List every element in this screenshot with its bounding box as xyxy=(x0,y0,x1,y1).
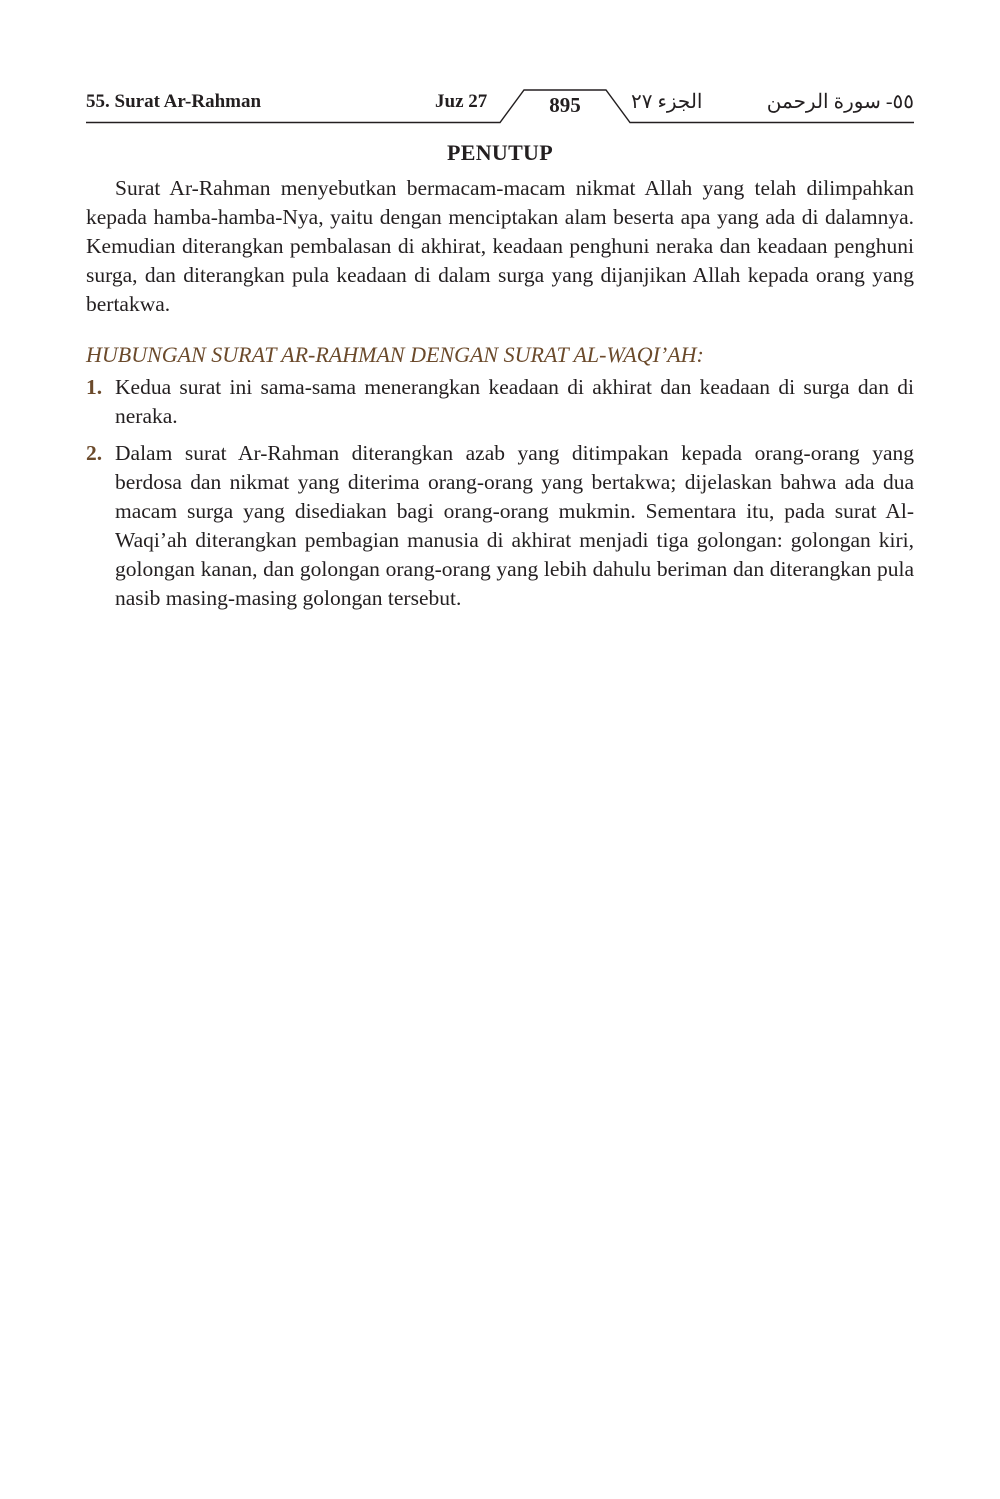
list-item xyxy=(86,373,914,431)
header-juz: Juz 27 xyxy=(435,91,488,112)
closing-paragraph: Surat Ar-Rahman menyebutkan bermacam-macam nikmat Allah yang telah dilimpahkan kepada hamba-hamba-Nya, yaitu dengan menciptakan alam beserta apa yang ada di dalamnya. Kemudian diterangkan pembalasan di akhirat, keadaan penghuni neraka dan keadaan penghuni surga, dan diterangkan pula keadaan di dalam surga yang dijanjikan Allah kepada orang yang bertakwa. xyxy=(86,176,914,316)
list-item-number: 2. xyxy=(86,441,103,465)
relation-list xyxy=(86,373,914,621)
list-item-number: 1. xyxy=(86,375,103,399)
list-item-text: Dalam surat Ar-Rahman diterangkan azab yang ditimpakan kepada orang-orang yang berdosa dan nikmat yang diterima orang-orang yang bertakwa; dijelaskan bahwa ada dua macam surga yang disediakan bagi orang-orang mukmin. Sementara itu, pada surat Al-Waqi’ah diterangkan pembagian manusia di akhirat menjadi tiga golongan: golongan kiri, golongan kanan, dan golongan orang-orang yang lebih dahulu beriman dan diterangkan pula nasib masing-masing golongan tersebut. xyxy=(115,441,914,610)
header-surah-title: 55. Surat Ar-Rahman xyxy=(86,91,262,112)
relation-heading: HUBUNGAN SURAT AR-RAHMAN DENGAN SURAT AL-WAQI’AH: xyxy=(86,342,704,367)
list-item-text: Kedua surat ini sama-sama menerangkan keadaan di akhirat dan keadaan di surga dan di neraka. xyxy=(115,375,914,428)
list-item xyxy=(86,439,914,613)
header-surah-arabic: ٥٥- سورة الرحمن xyxy=(766,91,914,113)
page-header xyxy=(86,80,914,126)
header-juz-arabic: الجزء ٢٧ xyxy=(631,91,703,113)
section-title: PENUTUP xyxy=(447,140,553,165)
page-number: 895 xyxy=(549,93,581,117)
